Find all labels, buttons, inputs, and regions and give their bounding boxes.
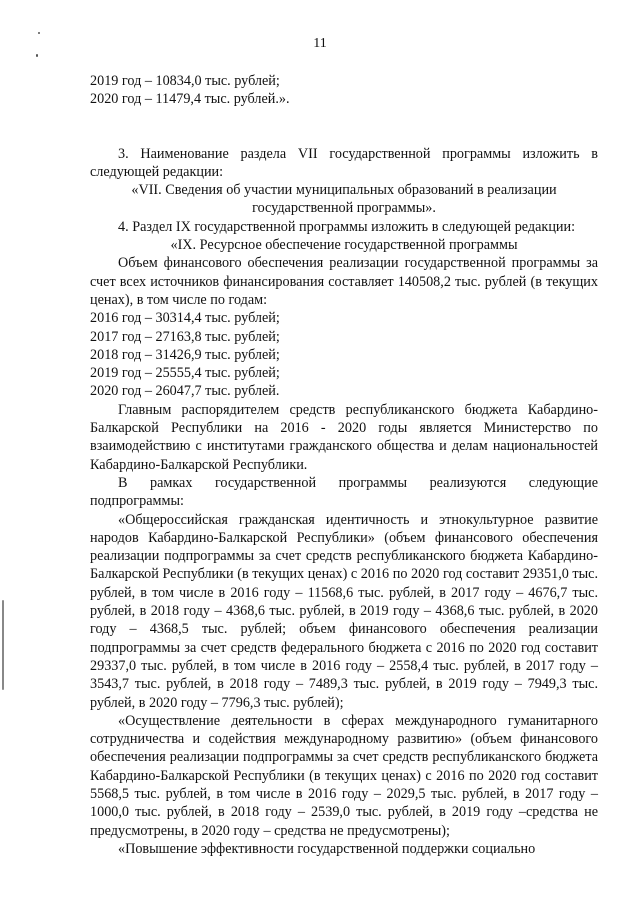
scan-mark [2, 600, 4, 690]
scan-mark [36, 54, 38, 57]
subprogram-1: «Общероссийская гражданская идентичность и этнокультурное развитие народов Кабардино-Балкарской Республики» (объем финансового обеспечения реализации подпрограммы за счет средств республиканского бюджета Кабардино-Балкарской Республики (в текущих ценах) с 2016 по 2020 год составит 29351,0 тыс. рублей, в том числе в 2016 году – 11568,6 тыс. рублей, в 2017 году – 4676,7 тыс. рублей, в 2018 году – 4368,6 тыс. рублей, в 2019 году – 4368,6 тыс. рублей, в 2020 году – 4368,5 тыс. рублей; объем финансового обеспечения реализации подпрограммы за счет средств федерального бюджета с 2016 по 2020 год составит 29337,0 тыс. рублей, в том числе в 2016 году – 2558,4 тыс. рублей, в 2017 году – 3543,7 тыс. рублей, в 2018 году – 7489,3 тыс. рублей, в 2019 году – 7949,3 тыс. рублей, в 2020 году – 7796,3 тыс. рублей); [90, 511, 598, 711]
item-4-text: 4. Раздел IX государственной программы изложить в следующей редакции: [118, 218, 576, 235]
item-3-heading: «VII. Сведения об участии муниципальных образований в реализации государственной программы». [131, 182, 557, 217]
subprogram-2: «Осуществление деятельности в сферах международного гуманитарного сотрудничества и содействия международному развитию» (объем финансового обеспечения реализации подпрограммы за счет средств республиканского бюджета Кабардино-Балкарской Республики (в текущих ценах) с 2016 по 2020 год составит 5568,5 тыс. рублей, в том числе в 2016 году – 2029,5 тыс. рублей, в 2017 году – 1000,0 тыс. рублей, в 2018 году – 2539,0 тыс. рублей, в 2019 году –средства не предусмотрены, в 2020 году – средства не предусмотрены); [90, 712, 598, 839]
year-2017: 2017 год – 27163,8 тыс. рублей; [90, 328, 280, 345]
year-2020: 2020 год – 26047,7 тыс. рублей. [90, 383, 280, 400]
year-2019: 2019 год – 25555,4 тыс. рублей; [90, 365, 280, 382]
year-2018: 2018 год – 31426,9 тыс. рублей; [90, 346, 280, 363]
document-body [90, 72, 598, 858]
subprograms-intro: В рамках государственной программы реализуются следующие подпрограммы: [90, 474, 598, 510]
year-line-2020: 2020 год – 11479,4 тыс. рублей.». [90, 91, 290, 108]
scan-mark [38, 32, 40, 34]
page-number: 11 [313, 36, 327, 51]
year-2016: 2016 год – 30314,4 тыс. рублей; [90, 310, 280, 327]
volume-paragraph: Объем финансового обеспечения реализации государственной программы за счет всех источников финансирования составляет 140508,2 тыс. рублей (в текущих ценах), в том числе по годам: [90, 255, 598, 308]
item-3-text: 3. Наименование раздела VII государственной программы изложить в следующей редакции: [90, 145, 598, 180]
subprogram-3-start: «Повышение эффективности государственной поддержки социально [118, 840, 536, 857]
item-4-heading: «IX. Ресурсное обеспечение государственной программы [170, 237, 518, 254]
year-line-2019: 2019 год – 10834,0 тыс. рублей; [90, 73, 280, 89]
main-manager-paragraph: Главным распорядителем средств республиканского бюджета Кабардино-Балкарской Республики на 2016 - 2020 годы является Министерство по взаимодействию с институтами гражданского общества и делам национальностей Кабардино-Балкарской Республики. [90, 401, 598, 473]
